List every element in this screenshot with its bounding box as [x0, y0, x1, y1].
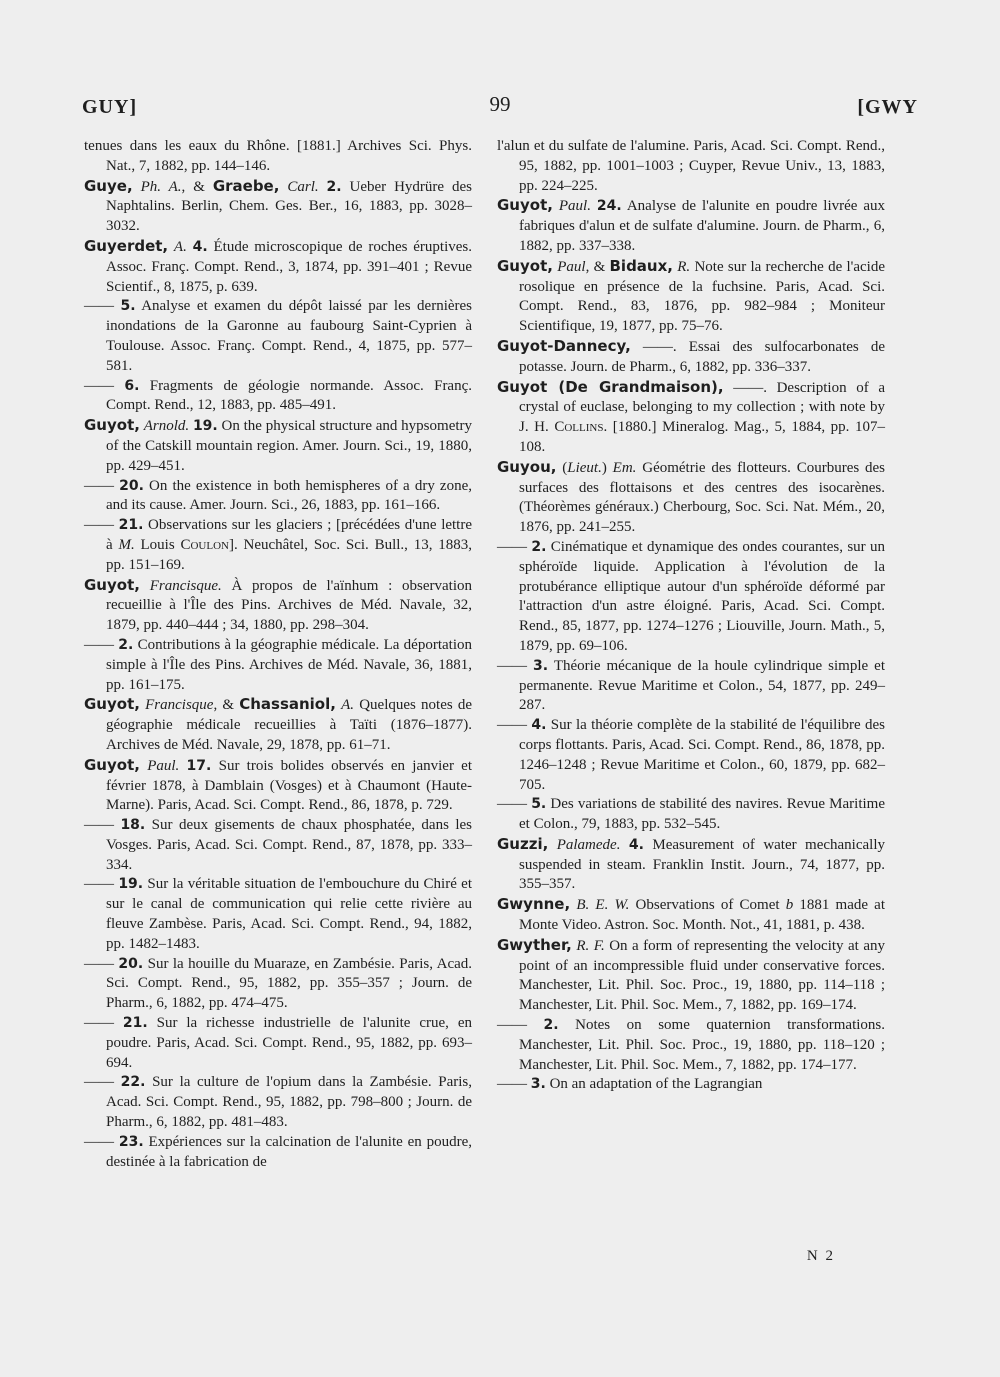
bibliography-entry: Guyou, (Lieut.) Em. Géométrie des flotteurs. Courbures des surfaces des flottaisons et des centres des isocarènes. (Théorèmes généraux.) Cherbourg, Soc. Sci. Nat. Mém., 20, 1876, pp. 241–255.	[497, 457, 885, 536]
bibliography-entry: —— 23. Expériences sur la calcination de l'alunite en poudre, destinée à la fabrication de	[84, 1133, 472, 1170]
bibliography-entry: —— 18. Sur deux gisements de chaux phosphatée, dans les Vosges. Paris, Acad. Sci. Compt. Rend., 87, 1878, pp. 333–334.	[84, 817, 472, 873]
bibliography-entry: Guyot-Dannecy, ——. Essai des sulfocarbonates de potasse. Journ. de Pharm., 6, 1882, pp. 336–337.	[497, 336, 885, 375]
bibliography-entry: Guzzi, Palamede. 4. Measurement of water mechanically suspended in steam. Franklin Instit. Journ., 74, 1877, pp. 355–357.	[497, 834, 886, 893]
bibliography-entry: —— 21. Sur la richesse industrielle de l'alunite crue, en poudre. Paris, Acad. Sci. Compt. Rend., 95, 1882, pp. 693–694.	[84, 1015, 472, 1071]
bibliography-entry: l'alun et du sulfate de l'alumine. Paris, Acad. Sci. Compt. Rend., 95, 1882, pp. 1001–1003 ; Cuyper, Revue Univ., 13, 1883, pp. 224–225.	[497, 138, 885, 194]
header-left-guide: GUY]	[82, 96, 138, 118]
bibliography-entry: —— 5. Analyse et examen du dépôt laissé par les dernières inondations de la Garonne au faubourg Saint-Cyprien à Toulouse. Assoc. Franç. Compt. Rend., 4, 1875, pp. 577–581.	[84, 298, 473, 374]
bibliography-entry: —— 3. On an adaptation of the Lagrangian	[497, 1076, 763, 1093]
page-number: 99	[489, 92, 511, 116]
right-column	[497, 137, 885, 1095]
bibliography-entry: tenues dans les eaux du Rhône. [1881.] Archives Sci. Phys. Nat., 7, 1882, pp. 144–146.	[84, 138, 472, 174]
bibliography-entry: —— 3. Théorie mécanique de la houle cylindrique simple et permanente. Revue Maritime et Colon., 54, 1877, pp. 249–287.	[497, 657, 886, 714]
bibliography-entry: Guyot, Arnold. 19. On the physical structure and hypsometry of the Catskill mountain region. Amer. Journ. Sci., 19, 1880, pp. 429–451.	[84, 416, 473, 474]
bibliography-entry: Guyot, Paul. 24. Analyse de l'alunite en poudre livrée aux fabriques d'alun et de sulfate d'alumine. Journ. de Pharm., 6, 1882, pp. 337–338.	[497, 196, 886, 254]
bibliography-entry: —— 2. Cinématique et dynamique des ondes courantes, sur un sphéroïde liquide. Application à l'évolution de la protubérance elliptique autour d'un sphéroïde déformé par l'attraction d'un astre éloigné. Paris, Acad. Sci. Compt. Rend., 85, 1877, pp. 1274–1276 ; Liouville, Journ. Math., 5, 1879, pp. 69–106.	[497, 538, 886, 654]
bibliography-entry: —— 2. Notes on some quaternion transformations. Manchester, Lit. Phil. Soc. Proc., 19, 1880, pp. 118–120 ; Manchester, Lit. Phil. Soc. Mem., 7, 1882, pp. 174–177.	[497, 1017, 886, 1073]
bibliography-entry: —— 2. Contributions à la géographie médicale. La déportation simple à l'Île des Pins. Archives de Méd. Navale, 36, 1881, pp. 161–175.	[84, 636, 472, 693]
bibliography-entry: —— 22. Sur la culture de l'opium dans la Zambésie. Paris, Acad. Sci. Compt. Rend., 95, 1882, pp. 798–800 ; Journ. de Pharm., 6, 1882, pp. 481–483.	[84, 1074, 472, 1131]
bibliography-entry: —— 20. Sur la houille du Muaraze, en Zambésie. Paris, Acad. Sci. Compt. Rend., 95, 1882, pp. 355–357 ; Journ. de Pharm., 6, 1882, pp. 474–475.	[84, 955, 473, 1012]
bibliography-entry: —— 6. Fragments de géologie normande. Assoc. Franç. Compt. Rend., 12, 1883, pp. 485–491.	[84, 377, 472, 414]
left-column	[84, 137, 472, 1172]
bibliography-entry: —— 20. On the existence in both hemispheres of a dry zone, and its cause. Amer. Journ. Sci., 26, 1883, pp. 161–166.	[84, 477, 472, 514]
signature-mark: N 2	[806, 1248, 835, 1264]
header-right-guide: [GWY	[857, 96, 918, 118]
bibliography-entry: Gwynne, B. E. W. Observations of Comet b 1881 made at Monte Video. Astron. Soc. Month. Not., 41, 1881, p. 438.	[497, 895, 886, 934]
bibliography-entry: Guyot, Francisque, & Chassaniol, A. Quelques notes de géographie médicale recueillies à Taïti (1876–1877). Archives de Méd. Navale, 29, 1878, pp. 61–71.	[84, 695, 473, 753]
bibliography-entry: Guyot (De Grandmaison), ——. Description of a crystal of euclase, belonging to my collection ; with note by J. H. Collins. [1880.] Mineralog. Mag., 5, 1884, pp. 107–108.	[497, 377, 886, 455]
bibliography-entry: Guyot, Paul. 17. Sur trois bolides observés en janvier et février 1878, à Damblain (Vosges) et à Chaumont (Haute-Marne). Paris, Acad. Sci. Compt. Rend., 86, 1878, p. 729.	[84, 755, 473, 814]
bibliography-entry: Guyot, Francisque. À propos de l'aïnhum : observation recueillie à l'Île des Pins. Archives de Méd. Navale, 32, 1879, pp. 440–444 ; 34, 1880, pp. 298–304.	[84, 575, 472, 634]
bibliography-entry: Gwyther, R. F. On a form of representing the velocity at any point of an incompressible fluid under conservative forces. Manchester, Lit. Phil. Soc. Proc., 19, 1880, pp. 114–118 ; Manchester, Lit. Phil. Soc. Mem., 7, 1882, pp. 169–174.	[497, 935, 885, 1014]
bibliography-entry: —— 5. Des variations de stabilité des navires. Revue Maritime et Colon., 79, 1883, pp. 532–545.	[497, 796, 886, 833]
bibliography-entry: Guyerdet, A. 4. Étude microscopique de roches éruptives. Assoc. Franç. Compt. Rend., 3, 1874, pp. 391–401 ; Revue Scientif., 8, 1875, p. 639.	[84, 236, 472, 295]
running-header	[82, 92, 918, 126]
bibliography-entry: Guyot, Paul, & Bidaux, R. Note sur la recherche de l'acide rosolique en présence de la fuchsine. Paris, Acad. Sci. Compt. Rend., 83, 1876, pp. 982–984 ; Moniteur Scientifique, 19, 1877, pp. 75–76.	[497, 256, 886, 335]
bibliography-entry: —— 19. Sur la véritable situation de l'embouchure du Chiré et sur le canal de communication qui relie cette rivière au fleuve Zambèse. Paris, Acad. Sci. Compt. Rend., 94, 1882, pp. 1482–1483.	[84, 876, 472, 952]
bibliography-entry: —— 4. Sur la théorie complète de la stabilité de l'équilibre des corps flottants. Paris, Acad. Sci. Compt. Rend., 86, 1878, pp. 1246–1248 ; Revue Maritime et Colon., 60, 1879, pp. 682–705.	[497, 717, 886, 793]
bibliography-entry: —— 21. Observations sur les glaciers ; [précédées d'une lettre à M. Louis Coulon]. Neuchâtel, Soc. Sci. Bull., 13, 1883, pp. 151–169.	[84, 517, 473, 573]
bibliography-entry: Guye, Ph. A., & Graebe, Carl. 2. Ueber Hydrüre des Naphtalins. Berlin, Chem. Ges. Ber., 16, 1883, pp. 3028–3032.	[84, 176, 472, 235]
